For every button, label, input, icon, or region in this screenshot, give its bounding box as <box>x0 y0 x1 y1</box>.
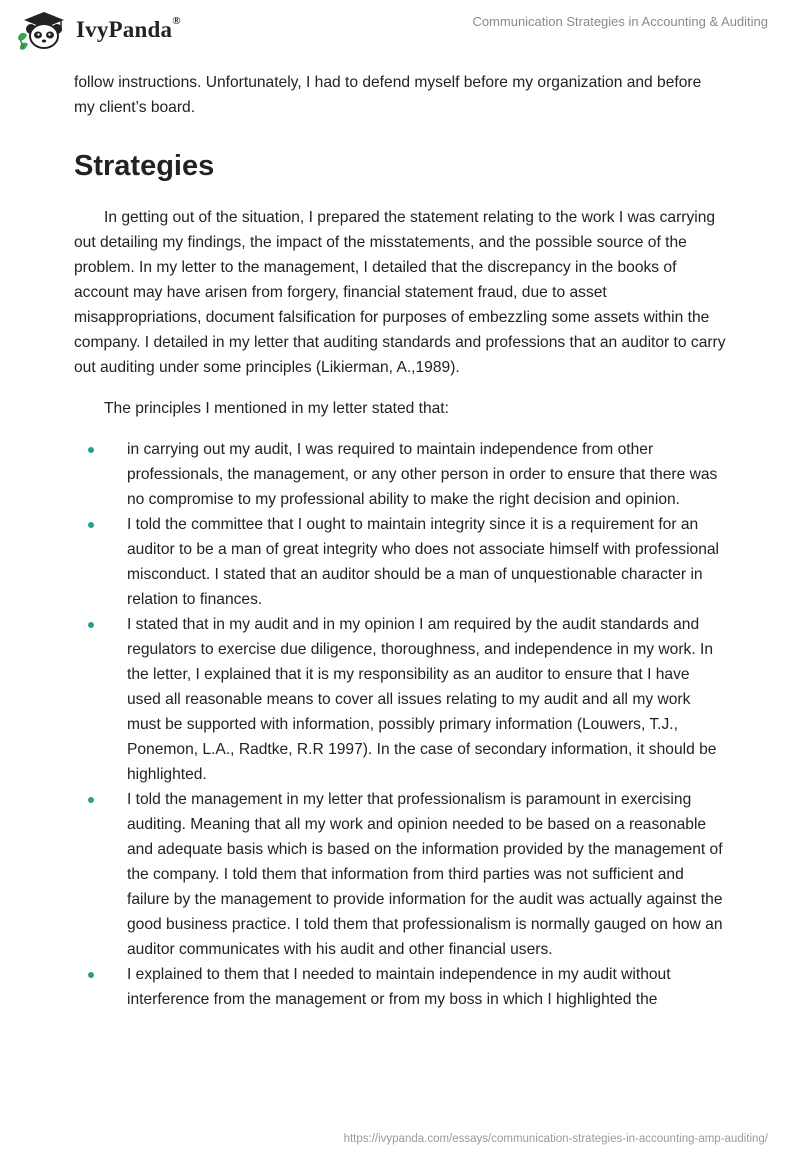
list-item <box>74 512 726 612</box>
bullet-dot-icon <box>88 972 94 978</box>
ivypanda-logo[interactable] <box>14 9 181 51</box>
bullet-dot-icon <box>88 522 94 528</box>
bullet-dot-icon <box>88 447 94 453</box>
list-item <box>74 787 726 962</box>
brand-name <box>76 17 181 43</box>
page-header <box>0 0 800 64</box>
section-heading: Strategies <box>74 150 215 182</box>
list-item-text: I stated that in my audit and in my opinion I am required by the audit standards and regulators to exercise due diligence, thoroughness, and independence in my work. In the letter, I explained that it is my responsibility as an auditor to ensure that I have used all reasonable means to cover all issues relating to my audit and all my work must be supported with information, possibly primary information (Louwers, T.J., Ponemon, L.A., Radtke, R.R 1997). In the case of secondary information, it should be highlighted. <box>127 616 717 783</box>
brand-text: IvyPanda <box>76 17 173 42</box>
strategies-paragraph-2: The principles I mentioned in my letter stated that: <box>104 400 449 417</box>
document-title: Communication Strategies in Accounting & Auditing <box>472 14 768 29</box>
list-item <box>74 612 726 787</box>
list-item-text: I told the committee that I ought to maintain integrity since it is a requirement for an auditor to be a man of great integrity who does not associate himself with professional misconduct. I stated that an auditor should be a man of unquestionable character in relation to finances. <box>127 516 720 608</box>
list-item-text: in carrying out my audit, I was required to maintain independence from other professionals, the management, or any other person in order to ensure that there was no compromise to my professional ability to make the right decision and opinion. <box>127 441 718 508</box>
intro-continuation-paragraph: follow instructions. Unfortunately, I had to defend myself before my organization and before my client’s board. <box>74 74 702 116</box>
bullet-dot-icon <box>88 622 94 628</box>
panda-graduate-logo-icon <box>14 9 70 51</box>
source-url-link[interactable]: https://ivypanda.com/essays/communication-strategies-in-accounting-amp-auditing/ <box>343 1133 768 1145</box>
essay-content <box>74 70 726 1012</box>
principles-list <box>74 437 726 1012</box>
list-item-text: I told the management in my letter that professionalism is paramount in exercising auditing. Meaning that all my work and opinion needed to be based on a reasonable and adequate basis which is based on the information provided by the management of the company. I told them that information from third parties was not sufficient and failure by the management to provide information for the audit was actually against the good business practice. I told them that professionalism is normally gauged on how an auditor communicates with his audit and other financial users. <box>127 791 723 958</box>
bullet-dot-icon <box>88 797 94 803</box>
list-item <box>74 962 726 1012</box>
list-item <box>74 437 726 512</box>
strategies-paragraph-1: In getting out of the situation, I prepared the statement relating to the work I was carrying out detailing my findings, the impact of the misstatements, and the possible source of the problem. In my letter to the management, I detailed that the discrepancy in the books of account may have arisen from forgery, financial statement fraud, due to asset misappropriations, document falsification for purposes of embezzling some assets within the company. I detailed in my letter that auditing standards and professions that an auditor to carry out auditing under some principles (Likierman, A.,1989). <box>74 209 726 376</box>
trademark-symbol: ® <box>172 15 181 27</box>
list-item-text: I explained to them that I needed to maintain independence in my audit without interference from the management or from my boss in which I highlighted the <box>127 966 671 1008</box>
